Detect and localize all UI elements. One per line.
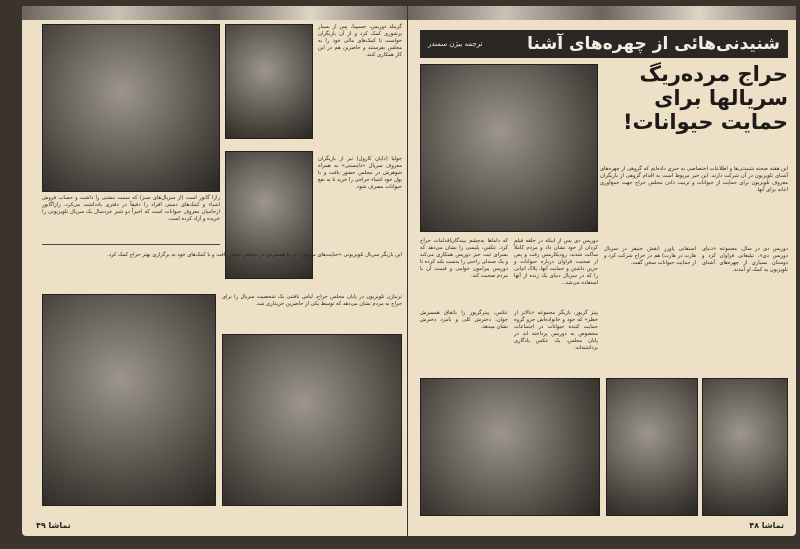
left-page [22, 6, 407, 536]
photo-actor [42, 294, 216, 506]
caption-diana: جولیا (دایان کارول) نیز از بازیگران معروف سریال «داینستی» به همراه شوهرش در مجلس حضور یافت و با پول خود اشیاء حراجی را خرید تا به نفع حیوانات مصرف شود. [318, 156, 402, 190]
divider [42, 244, 220, 245]
section-title: شنیدنی‌هائی از چهره‌های آشنا [527, 34, 780, 54]
intro-text: این هفته صحنه شنیدنی‌ها و اطلاعات اختصاصی به خبری داده‌ایم که گروهی از چهره‌های آشنای تلویزیون در آن شرکت دارند. این خبر مربوط است به اقدام گروهی از بازیگران معروف تلویزیون برای حمایت از حیوانات و ترتیب دادن مجلس حراج جهت جمع‌آوری اعانه برای آنها. [600, 166, 788, 193]
photo-zsazsa-gabor [42, 24, 220, 192]
page-edge-band [408, 6, 796, 20]
headline: حراج مرده‌ریگ سریالها برای حمایت حیوانات! [622, 62, 788, 134]
photo-sweater [222, 334, 402, 506]
page-number: تماشا ۴۸ [749, 521, 784, 530]
photo-doris-day-auction [420, 64, 598, 232]
page-edge-band [22, 6, 407, 20]
caption-peter-graves: پیتر گریوز، بازیگر مجموعه «بالاتر از خطر» که خود و خانواده‌اش جزو گروه حمایت کننده حیوانات در اجتماعات مخصوص به دوریس پرداخته اند در پایان مجلس، یک عکس یادگاری برداشته‌اند. [514, 310, 598, 351]
right-page [408, 6, 796, 536]
photo-peter-graves-family [420, 378, 600, 516]
photo-diana-carroll [225, 151, 313, 279]
photo-guests [702, 378, 788, 516]
caption-sweater: ترنبازن تلویزیون در پایان مجلس حراج، لباس بافتنی یک شخصیت سریال را برای حراج به مردم نشان می‌دهد که توسط یکی از حاضرین خریداری شد. [222, 294, 402, 307]
caption-stefanie: استفانی پاورز (نقش جنیفر در سریال هارت در هارت) هم در حراج شرکت کرد و از حمایت حیوانات سخن گفت. [604, 246, 696, 266]
caption-series: دوریس دی در سال، مجموعه «دنیای دوریس دی»، تبلیغاتی فراوان کرد و دوستان بسیاری از چهره‌های آشنای تلویزیون به کمک او آمدند. [702, 246, 788, 273]
photo-stefanie [606, 378, 698, 516]
caption-zsazsa: زازا گابور است (از سریال‌های سبز) که سمت مشتی را داشت و حساب فروش اشیاء و کمک‌های دستی افراد را دقیقاً در دفتری یادداشت می‌کرد. زازاگابور ازحامیان معروف حیوانات است که اخیراً دو شیر خردسال یک سریال تلویزیونی را خریده و آزاد کرده است. [42, 195, 220, 222]
caption-actor: این بازیگر سریال تلویزیونی «جنایت‌های مرموز» نیز با همسرش در مجلس حضور یافت و با کمک‌های خود به برگزاری بهتر حراج کمک کرد. [107, 252, 402, 258]
caption-doris-2: که داماها به‌چشم بیندگان‌اقدامات حراج کرد. عکس، پلیسی را نشان می‌دهد که بسرای ثبت خبر دوریس همکاری می‌کند و یک صندلی راحتی را بدست بلند کرده تا دوریس پیرامون خوامی و قیمت آن با مردم صحبت کند. [420, 238, 508, 279]
photo-couple [225, 24, 313, 139]
page-number: تماشا ۴۹ [36, 521, 71, 530]
caption-doris: دوریس دی پس از اینکه در حلقه فیلم کردان از خود نشان داد و مردم کاملاً ساکت شدند، رودیکارمس رفت و پس از صحبت فراوان درباره حیوانات و حزین داشتن و حمایت آنها، پلاک اتیانی را که در سریال دنیای یک زنده از آنها استفاده می‌شد... [514, 238, 598, 286]
translator-credit: ترجمه بیژن سمندر [428, 40, 483, 48]
caption-peter-graves-2: عکس، پیترگریوز را باتفاق همسرش جوان، دخترش کلی و نامزد دخترش نشان میدهد. [420, 310, 508, 330]
caption-top: گرینلد دوریس، جسپینا، پس از بسیار پرشوری کمک کرد و از آن بازیگران خواست تا کمک‌های مالی خود را به مجلس بفرستند و حاضرین هم در این کار همکاری کنند. [318, 24, 402, 58]
section-header [420, 30, 788, 58]
